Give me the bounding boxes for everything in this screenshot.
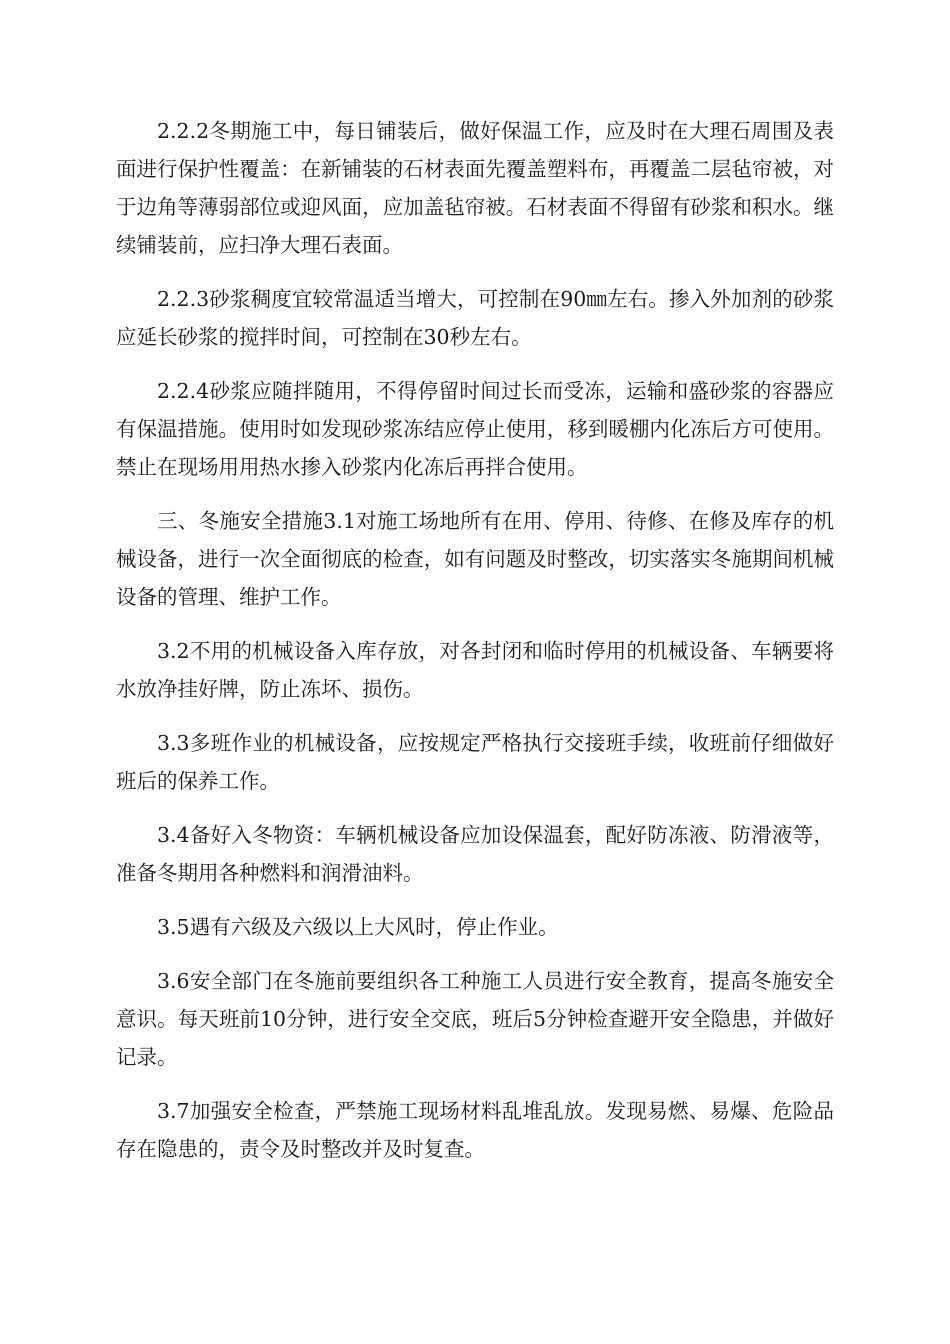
paragraph-3-4: 3.4备好入冬物资：车辆机械设备应加设保温套，配好防冻液、防滑液等，准备冬期用各种燃料和润滑油料。 [116, 823, 834, 885]
document-body [116, 112, 834, 1184]
paragraph-3-5: 3.5遇有六级及六级以上大风时，停止作业。 [157, 915, 559, 939]
paragraph-3-7: 3.7加强安全检查，严禁施工现场材料乱堆乱放。发现易燃、易爆、危险品存在隐患的，责令及时整改并及时复查。 [116, 1099, 834, 1161]
paragraph-2-2-4: 2.2.4砂浆应随拌随用，不得停留时间过长而受冻，运输和盛砂浆的容器应有保温措施。使用时如发现砂浆冻结应停止使用，移到暖棚内化冻后方可使用。禁止在现场用用热水掺入砂浆内化冻后再拌合使用。 [116, 379, 834, 479]
paragraph-3-6: 3.6安全部门在冬施前要组织各工种施工人员进行安全教育，提高冬施安全意识。每天班前10分钟，进行安全交底，班后5分钟检查避开安全隐患，并做好记录。 [116, 969, 834, 1069]
paragraph-3-3: 3.3多班作业的机械设备，应按规定严格执行交接班手续，收班前仔细做好班后的保养工作。 [116, 731, 834, 793]
paragraph-2-2-2: 2.2.2冬期施工中，每日铺装后，做好保温工作，应及时在大理石周围及表面进行保护性覆盖：在新铺装的石材表面先覆盖塑料布，再覆盖二层毡帘被，对于边角等薄弱部位或迎风面，应加盖毡帘被。石材表面不得留有砂浆和积水。继续铺装前，应扫净大理石表面。 [116, 119, 834, 257]
paragraph-2-2-3: 2.2.3砂浆稠度宜较常温适当增大，可控制在90㎜左右。掺入外加剂的砂浆应延长砂浆的搅拌时间，可控制在30秒左右。 [116, 287, 834, 349]
paragraph-section-3-1: 三、冬施安全措施3.1对施工场地所有在用、停用、待修、在修及库存的机械设备，进行一次全面彻底的检查，如有问题及时整改，切实落实冬施期间机械设备的管理、维护工作。 [116, 509, 834, 609]
paragraph-3-2: 3.2不用的机械设备入库存放，对各封闭和临时停用的机械设备、车辆要将水放净挂好牌，防止冻坏、损伤。 [116, 639, 834, 701]
